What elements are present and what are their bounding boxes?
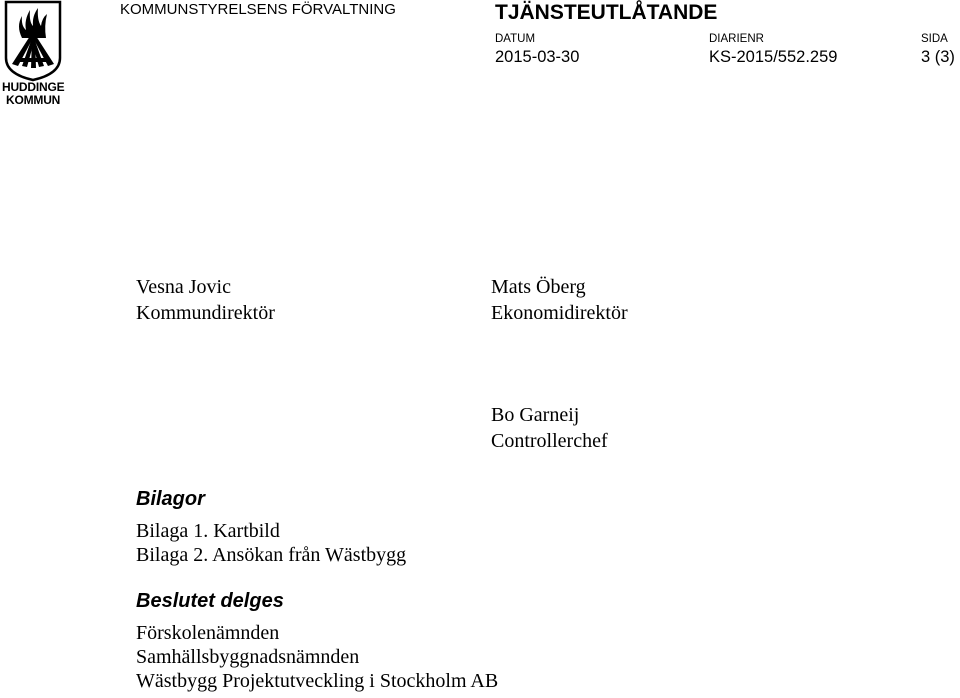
signature-block <box>491 402 608 454</box>
huddinge-kommun-logo <box>2 0 68 108</box>
attachments-heading: Bilagor <box>136 488 205 510</box>
signature-block <box>491 274 628 326</box>
page-value: 3 (3) <box>921 48 955 66</box>
signatory-title: Ekonomidirektör <box>491 302 628 324</box>
date-label: DATUM <box>495 33 536 45</box>
attachment-item: Bilaga 1. Kartbild <box>136 520 280 542</box>
reference-value: KS-2015/552.259 <box>709 48 838 66</box>
signatory-title: Controllerchef <box>491 430 608 452</box>
page-label: SIDA <box>921 33 948 45</box>
recipient-item: Förskolenämnden <box>136 622 280 644</box>
distribution-heading: Beslutet delges <box>136 590 284 612</box>
document-type: TJÄNSTEUTLÅTANDE <box>495 1 718 24</box>
signatory-name: Mats Öberg <box>491 276 586 298</box>
coat-of-arms-icon <box>2 0 68 82</box>
signature-block <box>136 274 275 326</box>
recipient-item: Wästbygg Projektutveckling i Stockholm AB <box>136 670 499 692</box>
logo-text-line2: KOMMUN <box>6 93 61 107</box>
logo-text-line1: HUDDINGE <box>2 80 65 94</box>
recipient-item: Samhällsbyggnadsnämnden <box>136 646 360 668</box>
reference-label: DIARIENR <box>709 33 764 45</box>
date-value: 2015-03-30 <box>495 48 580 66</box>
signatory-title: Kommundirektör <box>136 302 275 324</box>
signatory-name: Bo Garneij <box>491 404 580 426</box>
attachment-item: Bilaga 2. Ansökan från Wästbygg <box>136 544 407 566</box>
organization-name: KOMMUNSTYRELSENS FÖRVALTNING <box>120 1 396 18</box>
attachments-list <box>136 519 406 567</box>
distribution-list <box>136 621 498 693</box>
signatory-name: Vesna Jovic <box>136 276 231 298</box>
